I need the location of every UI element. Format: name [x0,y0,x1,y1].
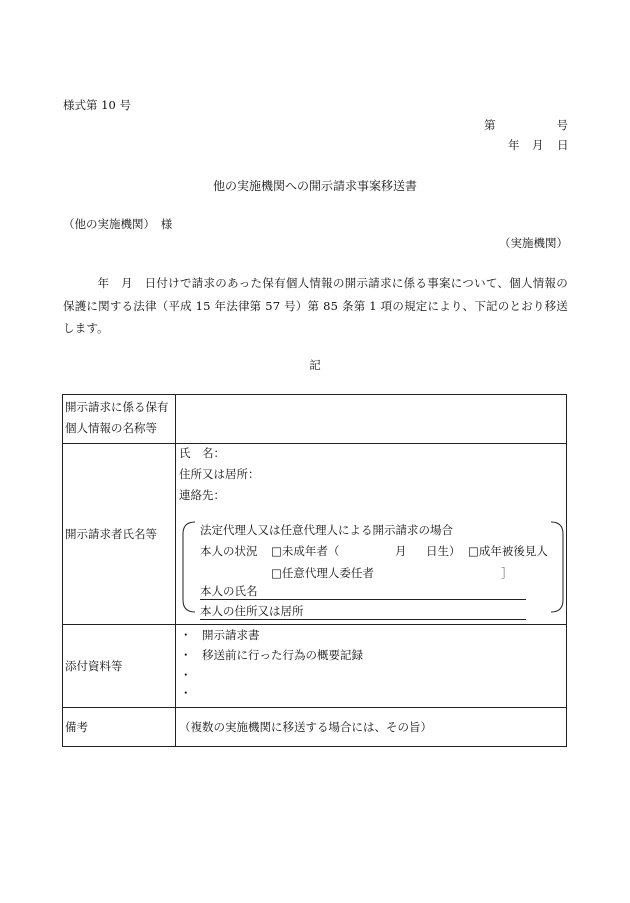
row-label-remarks: 備考 [63,708,176,747]
table-row [63,444,567,625]
voluntary-agent-checkbox[interactable]: □任意代理人委任者 [271,566,374,580]
ki-heading: 記 [309,358,321,372]
document-number-line [484,120,568,132]
number-prefix: 第 [484,118,496,132]
principal-address-field[interactable] [200,606,526,620]
row-label-requester: 開示請求者氏名等 [63,444,176,625]
list-item: 開示請求書 [202,628,260,642]
form-number: 様式第 10 号 [63,98,131,112]
addressee: （他の実施機関） 様 [63,217,173,231]
body-text: 年 月 日付けで請求のあった保有個人情報の開示請求に係る事案について、個人情報の保護に関する法律（平成 15 年法律第 57 号）第 85 条第 1 項の規定により、下記のとおり移送します。 [63,276,568,335]
principal-status-label: 本人の状況 [200,544,258,558]
requester-details [176,444,567,625]
sender: （実施機関） [499,236,568,250]
row-label-info-name: 開示請求に係る保有個人情報の名称等 [63,395,176,444]
birth-day-label: 日生） [426,544,461,558]
row-label-attachments: 添付資料等 [63,625,176,708]
bullet-icon: ・ [180,686,192,700]
remarks-value[interactable] [176,708,567,747]
list-item: 移送前に行った行為の概要記録 [202,648,363,662]
attachments-list [176,625,567,708]
requester-name-label: 氏 名： [179,446,225,460]
minor-checkbox[interactable]: □未成年者（ [271,544,340,558]
birth-month-label: 月 [395,544,407,558]
info-name-value[interactable] [176,395,567,444]
table-row [63,625,567,708]
bullet-icon: ・ [180,648,192,662]
requester-address-label: 住所又は居所： [179,467,260,481]
principal-name-field[interactable] [200,586,526,600]
date-month: 月 [532,138,544,152]
date-year: 年 [508,138,520,152]
table-row [63,708,567,747]
document-title: 他の実施機関への開示請求事案移送書 [212,179,417,193]
bullet-icon: ・ [180,628,192,642]
table-row [63,395,567,444]
principal-name-label: 本人の氏名 [200,586,526,600]
agent-heading: 法定代理人又は任意代理人による開示請求の場合 [200,523,453,537]
remarks-text: （複数の実施機関に移送する場合には、その旨） [179,720,432,734]
transfer-form-table [62,394,567,747]
number-suffix: 号 [556,118,568,132]
adult-guardian-checkbox[interactable]: □成年被後見人 [468,544,548,558]
close-bracket: ］ [501,566,513,580]
principal-address-label: 本人の住所又は居所 [200,606,526,620]
bullet-icon: ・ [180,668,192,682]
requester-contact-label: 連絡先： [179,488,225,502]
date-day: 日 [557,138,569,152]
